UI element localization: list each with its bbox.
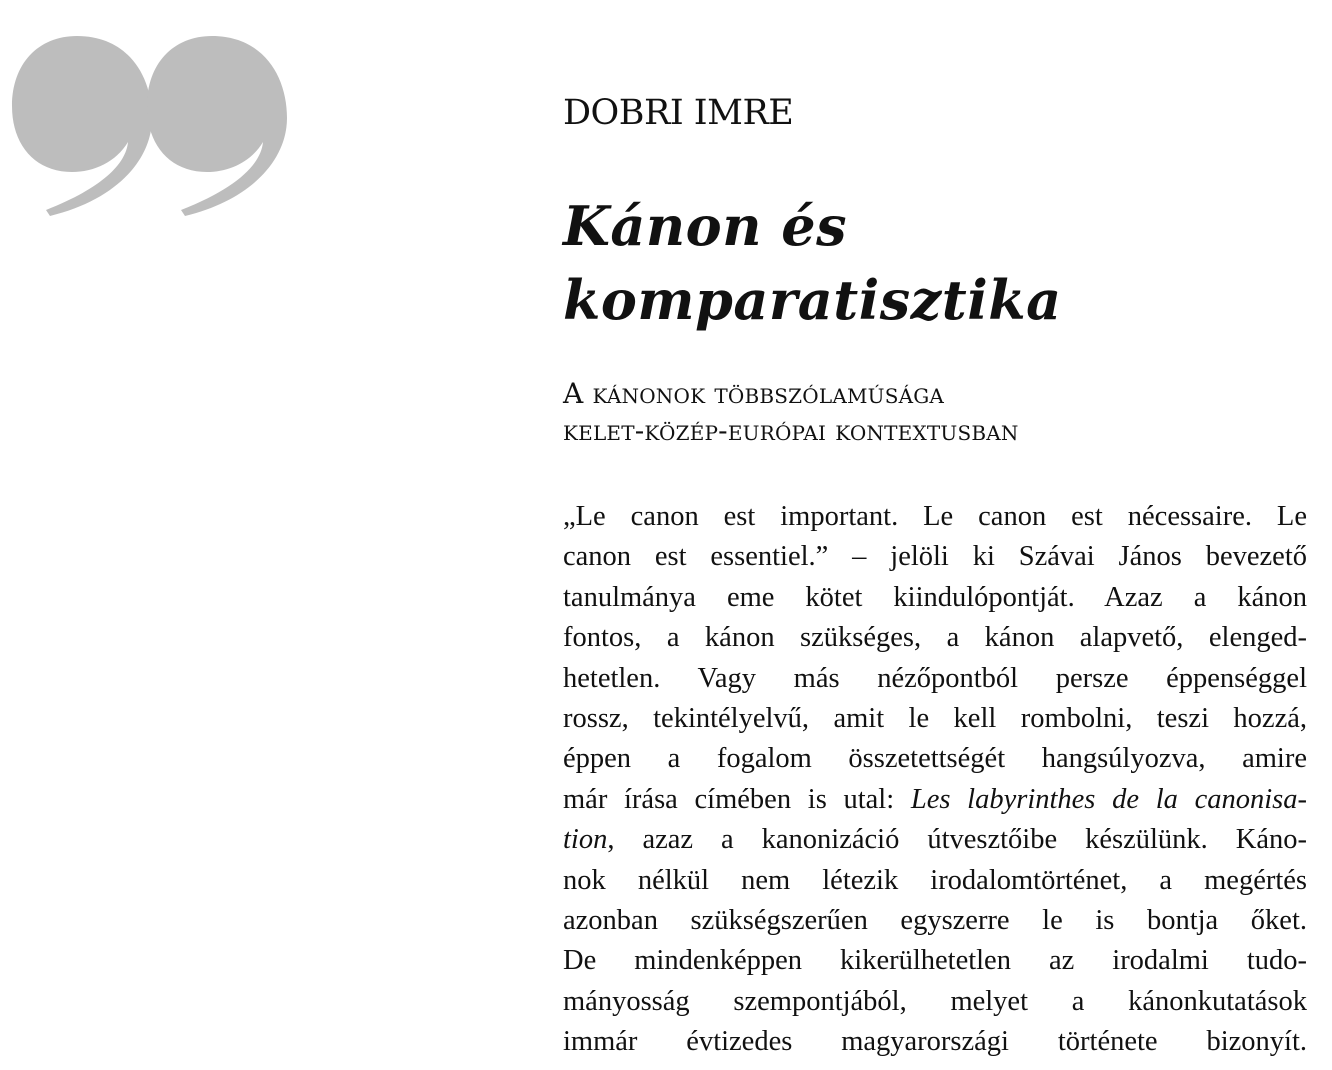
article-title bbox=[563, 189, 1062, 337]
body-line: mányosság szempontjából, melyet a kánonkutatások bbox=[563, 985, 1307, 1017]
body-line: hetetlen. Vagy más nézőpontból persze éppenséggel bbox=[563, 662, 1307, 694]
body-line: De mindenképpen kikerülhetetlen az irodalmi tudo- bbox=[563, 945, 1307, 977]
title-line-1: Kánon és bbox=[563, 194, 848, 258]
body-line: rossz, tekintélyelvű, amit le kell rombolni, teszi hozzá, bbox=[563, 702, 1307, 734]
article-subtitle bbox=[563, 375, 1019, 449]
body-line: éppen a fogalom összetettségét hangsúlyozva, amire bbox=[563, 743, 1307, 775]
subtitle-line-1: A kánonok többszólamúsága bbox=[563, 377, 945, 410]
body-line-text: , azaz a kanonizáció útvesztőibe készülünk. Káno- bbox=[607, 824, 1307, 856]
body-line bbox=[563, 820, 1307, 860]
subtitle-line-2: kelet-közép-európai kontextusban bbox=[563, 414, 1019, 447]
body-line: tanulmánya eme kötet kiindulópontját. Azaz a kánon bbox=[563, 581, 1307, 613]
quote-mark-shapes bbox=[12, 36, 287, 216]
body-line bbox=[563, 780, 1307, 820]
quote-mark-left bbox=[12, 36, 152, 216]
body-line: azonban szükségszerűen egyszerre le is bontja őket. bbox=[563, 904, 1307, 936]
book-title-italic: Les labyrinthes de la canonisa- bbox=[910, 783, 1307, 815]
body-line: „Le canon est important. Le canon est nécessaire. Le bbox=[563, 501, 1307, 532]
book-title-italic-end: tion bbox=[563, 824, 608, 856]
body-line: canon est essentiel.” – jelöli ki Szávai János bevezető bbox=[563, 541, 1307, 573]
author-name: DOBRI IMRE bbox=[563, 93, 794, 133]
body-paragraph bbox=[563, 497, 1307, 1062]
closing-double-quote-icon bbox=[0, 0, 300, 240]
title-line-2: komparatisztika bbox=[563, 268, 1062, 332]
quote-mark-right bbox=[147, 36, 287, 216]
body-line: nok nélkül nem létezik irodalomtörténet, a megértés bbox=[563, 864, 1307, 896]
body-line: fontos, a kánon szükséges, a kánon alapvető, elenged- bbox=[563, 622, 1307, 654]
body-line: immár évtizedes magyarországi története bizonyít. bbox=[563, 1026, 1307, 1058]
body-line-text: már írása címében is utal: bbox=[563, 783, 911, 815]
